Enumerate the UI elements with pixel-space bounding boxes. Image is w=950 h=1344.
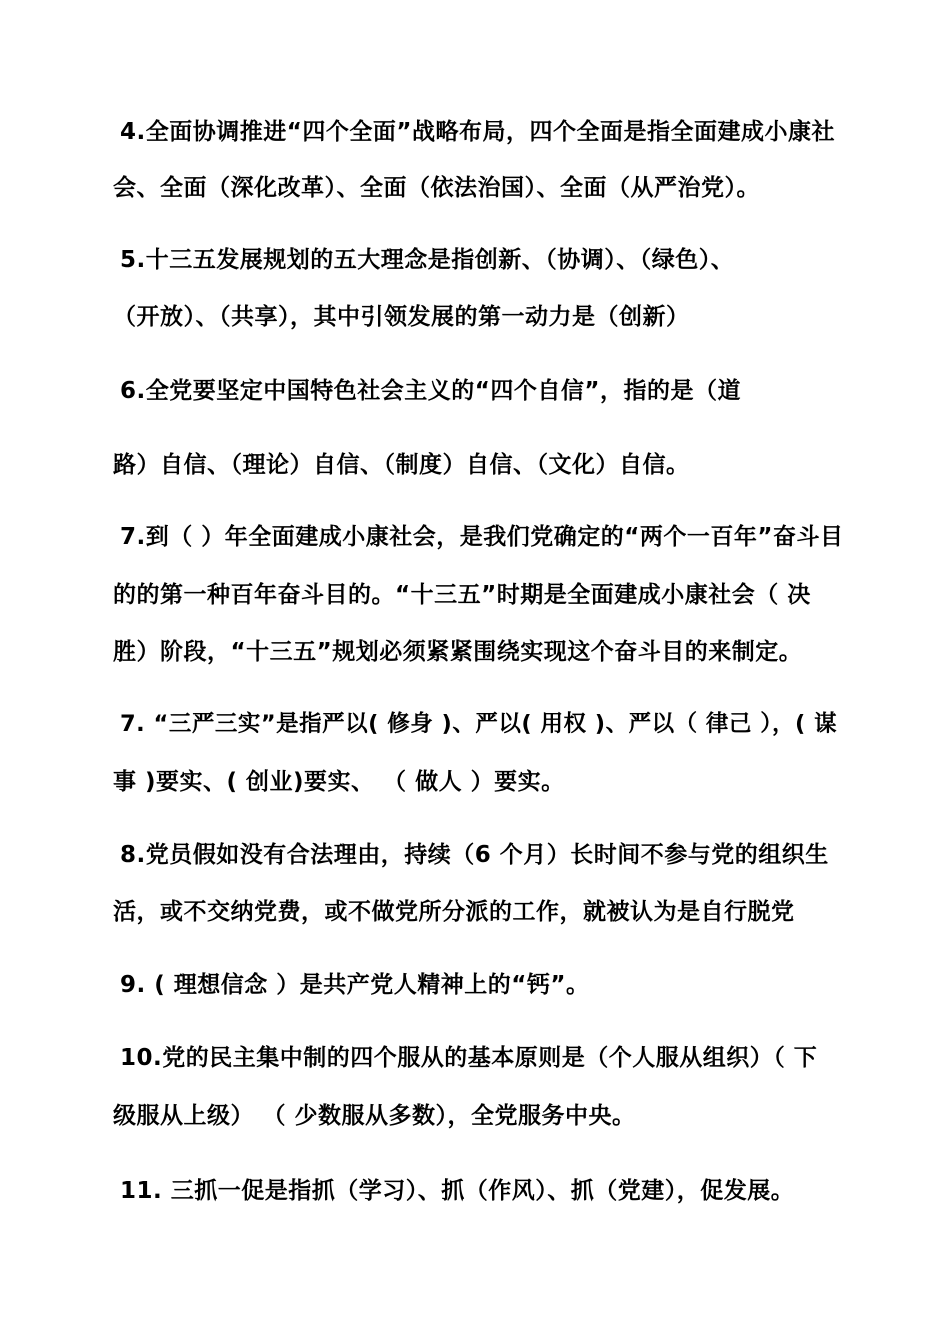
item-7b-line-1: 7. “三严三实”是指严以( 修身 )、严以( 用权 )、严以（ 律己 ），( 谋 — [120, 711, 838, 737]
item-4-line-2: 会、全面（深化改革）、全面（依法治国）、全面（从严治党）。 — [113, 175, 760, 201]
item-5-line-1: 5.十三五发展规划的五大理念是指创新、（协调）、（绿色）、 — [120, 247, 735, 273]
item-6-line-1: 6.全党要坚定中国特色社会主义的“四个自信”，指的是（道 — [120, 378, 741, 404]
item-8-line-1: 8.党员假如没有合法理由，持续（6 个月）长时间不参与党的组织生 — [120, 842, 829, 868]
item-7b-line-2: 事 )要实、( 创业)要实、 （ 做人 ）要实。 — [113, 769, 565, 795]
item-5-line-2: （开放）、（共享），其中引领发展的第一动力是（创新） — [113, 304, 690, 330]
item-4-line-1: 4.全面协调推进“四个全面”战略布局，四个全面是指全面建成小康社 — [120, 119, 835, 145]
item-9-line-1: 9. ( 理想信念 ）是共产党人精神上的“钙”。 — [120, 972, 590, 998]
item-7a-line-2: 的的第一种百年奋斗目的。“十三五”时期是全面建成小康社会（ 决 — [113, 582, 811, 608]
item-7a-line-3: 胜）阶段，“十三五”规划必须紧紧围绕实现这个奋斗目的来制定。 — [113, 639, 803, 665]
item-10-line-1: 10.党的民主集中制的四个服从的基本原则是（个人服从组织）（ 下 — [120, 1045, 818, 1071]
item-7a-line-1: 7.到（ ）年全面建成小康社会，是我们党确定的“两个一百年”奋斗目 — [120, 524, 844, 550]
item-8-line-2: 活，或不交纳党费，或不做党所分派的工作，就被认为是自行脱党 — [113, 899, 795, 925]
item-10-line-2: 级服从上级） （ 少数服从多数），全党服务中央。 — [113, 1103, 636, 1129]
item-6-line-2: 路）自信、（理论）自信、（制度）自信、（文化）自信。 — [113, 452, 690, 478]
item-11-line-1: 11. 三抓一促是指抓（学习）、抓（作风）、抓（党建），促发展。 — [120, 1178, 795, 1204]
